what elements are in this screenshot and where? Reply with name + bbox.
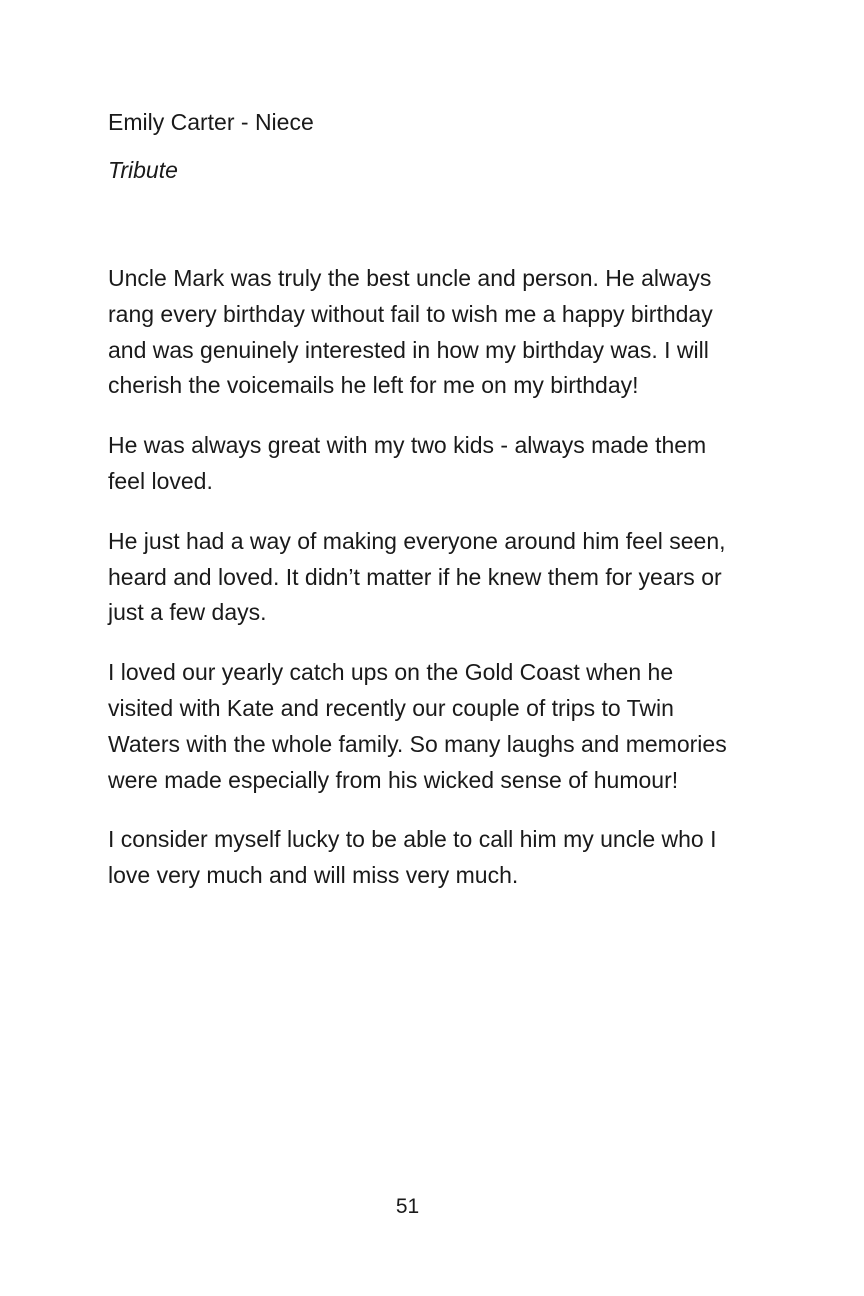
page-number: 51 — [395, 1195, 420, 1218]
text-line: love very much and will miss very much. — [108, 862, 519, 889]
text-line: I consider myself lucky to be able to call him my uncle who I — [108, 826, 717, 853]
tribute-body — [108, 261, 768, 918]
text-line: visited with Kate and recently our couple of trips to Twin — [108, 694, 674, 721]
text-line: He just had a way of making everyone around him feel seen, — [108, 527, 726, 554]
text-line: feel loved. — [108, 467, 213, 494]
text-line: and was genuinely interested in how my birthday was. I will — [108, 336, 709, 363]
paragraph — [108, 524, 768, 631]
paragraph — [108, 822, 768, 894]
text-line: were made especially from his wicked sense of humour! — [108, 766, 679, 793]
paragraph — [108, 261, 768, 404]
text-line: He was always great with my two kids - always made them — [108, 432, 707, 459]
paragraph — [108, 428, 768, 500]
tribute-label: Tribute — [108, 157, 178, 183]
tribute-author: Emily Carter - Niece — [108, 109, 314, 135]
text-line: rang every birthday without fail to wish me a happy birthday — [108, 300, 713, 327]
text-line: I loved our yearly catch ups on the Gold Coast when he — [108, 659, 674, 686]
text-line: cherish the voicemails he left for me on my birthday! — [108, 372, 639, 399]
text-line: just a few days. — [108, 599, 267, 626]
text-line: Waters with the whole family. So many laughs and memories — [108, 730, 727, 757]
text-line: heard and loved. It didn’t matter if he knew them for years or — [108, 563, 722, 590]
text-line: Uncle Mark was truly the best uncle and person. He always — [108, 265, 712, 291]
paragraph — [108, 655, 768, 798]
